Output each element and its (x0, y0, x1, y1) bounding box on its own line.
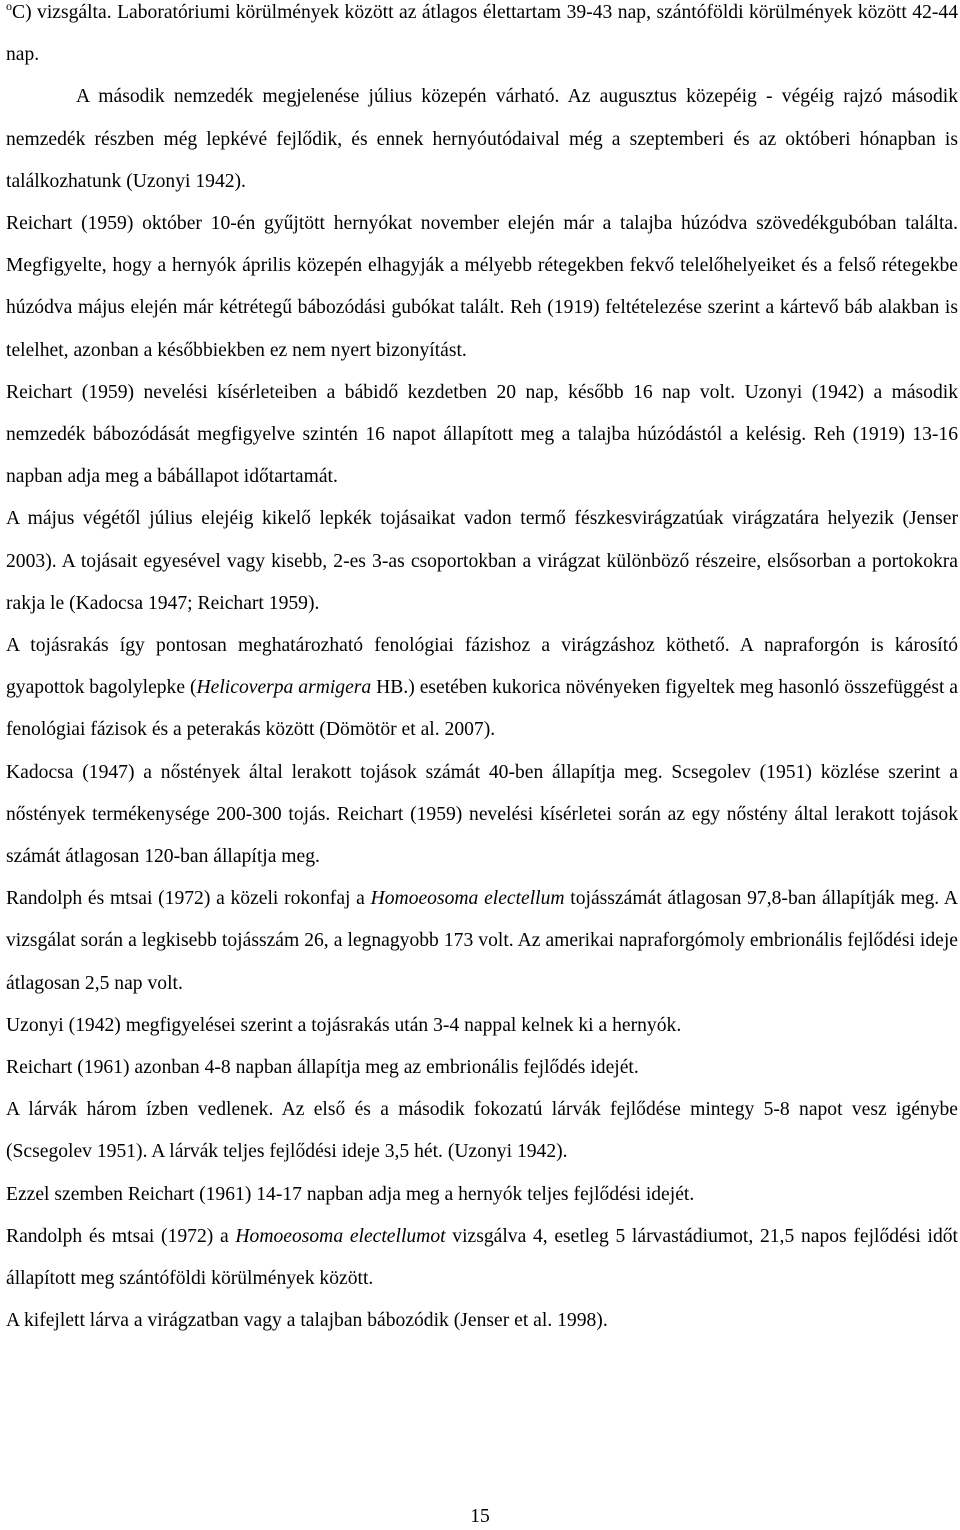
paragraph (6, 1216, 958, 1300)
paragraph (6, 1005, 958, 1047)
text-run: C) vizsgálta. Laboratóriumi körülmények között az átlagos élettartam 39-43 nap, szántóföldi körülmények között 42-44 nap. (6, 2, 958, 66)
paragraph (6, 878, 958, 1005)
text-run: A lárvák három ízben vedlenek. Az első és a második fokozatú lárvák fejlődése mintegy 5-8 napot vesz igénybe (Scsegolev 1951). A lárvák teljes fejlődési ideje 3,5 hét. (Uzonyi 1942). (6, 1099, 958, 1163)
text-run: A második nemzedék megjelenése július közepén várható. Az augusztus közepéig - végéig rajzó második nemzedék részben még lepkévé fejlődik, és ennek hernyóutódaival még a szeptemberi és az októberi hónapban is találkozhatunk (Uzonyi 1942). (6, 86, 958, 192)
species-name: Homoeosoma electellumot (235, 1225, 446, 1247)
degree-superscript: o (6, 0, 12, 13)
paragraph (6, 752, 958, 879)
document-body (6, 0, 958, 1343)
text-run: A kifejlett lárva a virágzatban vagy a talajban bábozódik (Jenser et al. 1998). (6, 1310, 608, 1332)
page-number: 15 (470, 1506, 490, 1527)
species-name: Homoeosoma electellum (370, 888, 565, 910)
paragraph (6, 625, 958, 752)
paragraph (6, 1174, 958, 1216)
paragraph (6, 1089, 958, 1173)
paragraph (6, 372, 958, 499)
text-run: HB.) esetében kukorica növényeken figyeltek meg hasonló összefüggést a fenológiai fázisok és a peterakás között (Dömötör et al. 2007). (6, 677, 959, 741)
text-run: Reichart (1959) október 10-én gyűjtött hernyókat november elején már a talajba húzódva szövedékgubóban találta. Megfigyelte, hogy a hernyók április közepén elhagyják a mélyebb rétegekben fekvő telelőhelyeiket és a felső rétegekbe húzódva május elején már kétrétegű bábozódási gubókat talált. Reh (1919) feltételezése szerint a kártevő báb alakban is telelhet, azonban a későbbiekben ez nem nyert bizonyítást. (6, 213, 958, 361)
paragraph (6, 203, 958, 372)
text-run: Kadocsa (1947) a nőstények által lerakott tojások számát 40-ben állapítja meg. Scsegolev (1951) közlése szerint a nőstények termékenysége 200-300 tojás. Reichart (1959) nevelési kísérletei során az egy nőstény által lerakott tojások számát átlagosan 120-ban állapítja meg. (6, 761, 958, 868)
text-run: Randolph és mtsai (1972) a közeli rokonfaj a (6, 888, 371, 910)
paragraph (6, 0, 958, 76)
text-run: Randolph és mtsai (1972) a (6, 1225, 236, 1247)
text-run: tojásszámát átlagosan 97,8-ban állapítják meg. A vizsgálat során a legkisebb tojásszám 26, a legnagyobb 173 volt. Az amerikai napraforgómoly embrionális fejlődési ideje átlagosan 2,5 nap volt. (6, 888, 958, 994)
paragraph (6, 1300, 958, 1342)
text-run: Uzonyi (1942) megfigyelései szerint a tojásrakás után 3-4 nappal kelnek ki a hernyók. (6, 1014, 682, 1036)
paragraph (6, 1047, 958, 1089)
paragraph (6, 498, 958, 625)
text-run: Reichart (1959) nevelési kísérleteiben a bábidő kezdetben 20 nap, később 16 nap volt. Uzonyi (1942) a második nemzedék bábozódását megfigyelve szintén 16 napot állapított meg a talajba húzódástól a kelésig. Reh (1919) 13-16 napban adja meg a bábállapot időtartamát. (6, 381, 958, 488)
text-run: A május végétől július elejéig kikelő lepkék tojásaikat vadon termő fészkesvirágzatúak virágzatára helyezik (Jenser 2003). A tojásait egyesével vagy kisebb, 2-es 3-as csoportokban a virágzat különböző részeire, elsősorban a portokokra rakja le (Kadocsa 1947; Reichart 1959). (6, 508, 958, 614)
text-run: Reichart (1961) azonban 4-8 napban állapítja meg az embrionális fejlődés idejét. (6, 1057, 639, 1079)
species-name: Helicoverpa armigera (196, 677, 372, 699)
text-run: Ezzel szemben Reichart (1961) 14-17 napban adja meg a hernyók teljes fejlődési idejét. (6, 1183, 695, 1205)
text-run: A tojásrakás így pontosan meghatározható fenológiai fázishoz a virágzáshoz köthető. A napraforgón is károsító gyapottok bagolylepke ( (6, 635, 958, 699)
paragraph (6, 76, 958, 203)
text-run: vizsgálva 4, esetleg 5 lárvastádiumot, 21,5 napos fejlődési időt állapított meg szántóföldi körülmények között. (6, 1225, 958, 1290)
